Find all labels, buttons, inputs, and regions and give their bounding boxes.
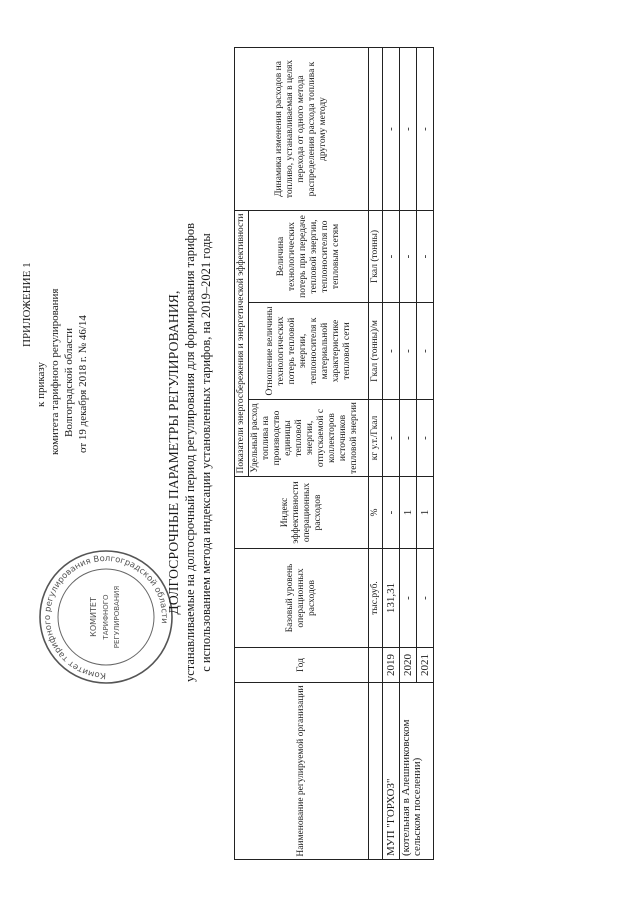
cell-ratio: - [417, 303, 434, 400]
header-energy-group: Показатели энергосбережения и энергетической эффективности [235, 211, 249, 477]
cell-ratio: - [383, 303, 400, 400]
cell-losses: - [417, 211, 434, 303]
unit-dynamics [369, 48, 383, 211]
org-name: МУП "ГОРХОЗ" [383, 683, 400, 860]
cell-year: 2020 [400, 648, 417, 683]
header-fuel-dynamics: Динамика изменения расходов на топливо, устанавливаемая в целях перехода от одного метода распределения расхода топлива к другому методу [235, 48, 369, 211]
header-year: Год [235, 648, 369, 683]
cell-ratio: - [400, 303, 417, 400]
unit-year [369, 648, 383, 683]
document-subtitle-line2: с использованием метода индексации установленных тарифов, на 2019–2021 годы [199, 233, 213, 672]
cell-year: 2021 [417, 648, 434, 683]
cell-losses: - [400, 211, 417, 303]
appendix-label: ПРИЛОЖЕНИЕ 1 [21, 262, 33, 347]
svg-text:КОМИТЕТ: КОМИТЕТ [89, 597, 98, 637]
header-org: Наименование регулируемой организации [235, 683, 369, 860]
cell-dynamics: - [383, 48, 400, 211]
table-row [383, 48, 400, 860]
parameters-table [234, 47, 434, 860]
header-base-level: Базовый уровень операционных расходов [235, 549, 369, 648]
table-row [400, 48, 417, 860]
cell-base: - [417, 549, 434, 648]
cell-index: 1 [417, 477, 434, 549]
org-note: (котельная в Алешниковском сельском поселении) [400, 683, 434, 860]
svg-text:РЕГУЛИРОВАНИЯ: РЕГУЛИРОВАНИЯ [113, 585, 121, 649]
cell-year: 2019 [383, 648, 400, 683]
unit-losses: Гкал (тонны) [369, 211, 383, 303]
unit-ratio: Гкал (тонны)/м [369, 303, 383, 400]
unit-specific: кг у.т./Гкал [369, 400, 383, 477]
appendix-block [20, 25, 90, 455]
cell-index: - [383, 477, 400, 549]
cell-dynamics: - [417, 48, 434, 211]
cell-specific: - [400, 400, 417, 477]
header-technological-losses: Величина технологических потерь при передаче тепловой энергии, теплоносителя по тепловым сетям [249, 211, 369, 303]
cell-base: - [400, 549, 417, 648]
appendix-line4: от 19 декабря 2018 г. № 46/14 [77, 315, 89, 453]
appendix-line2: комитета тарифного регулирования [49, 288, 61, 455]
appendix-line1: к приказу [35, 361, 47, 407]
svg-text:ТАРИФНОГО: ТАРИФНОГО [102, 594, 110, 640]
unit-base: тыс.руб. [369, 549, 383, 648]
unit-org [369, 683, 383, 860]
document-title: ДОЛГОСРОЧНЫЕ ПАРАМЕТРЫ РЕГУЛИРОВАНИЯ, [166, 290, 181, 615]
header-loss-ratio: Отношение величины технологических потерь тепловой энергии, теплоносителя к материальной характеристике тепловой сети [249, 303, 369, 400]
cell-specific: - [383, 400, 400, 477]
unit-index: % [369, 477, 383, 549]
cell-losses: - [383, 211, 400, 303]
appendix-line3: Волгоградской области [63, 328, 75, 437]
official-stamp-seal [36, 547, 176, 687]
cell-index: 1 [400, 477, 417, 549]
header-efficiency-index: Индекс эффективности операционных расходов [235, 477, 369, 549]
header-specific-fuel: Удельный расход топлива на производство единицы тепловой энергии, отпускаемой с коллекторов источников тепловой энергии [249, 400, 369, 477]
cell-dynamics: - [400, 48, 417, 211]
stamp-outer-text: Комитет тарифного регулирования Волгоградской области [42, 553, 170, 681]
cell-base: 131,31 [383, 549, 400, 648]
cell-specific: - [417, 400, 434, 477]
document-subtitle-line1: устанавливаемые на долгосрочный период регулирования для формирования тарифов [183, 222, 197, 683]
